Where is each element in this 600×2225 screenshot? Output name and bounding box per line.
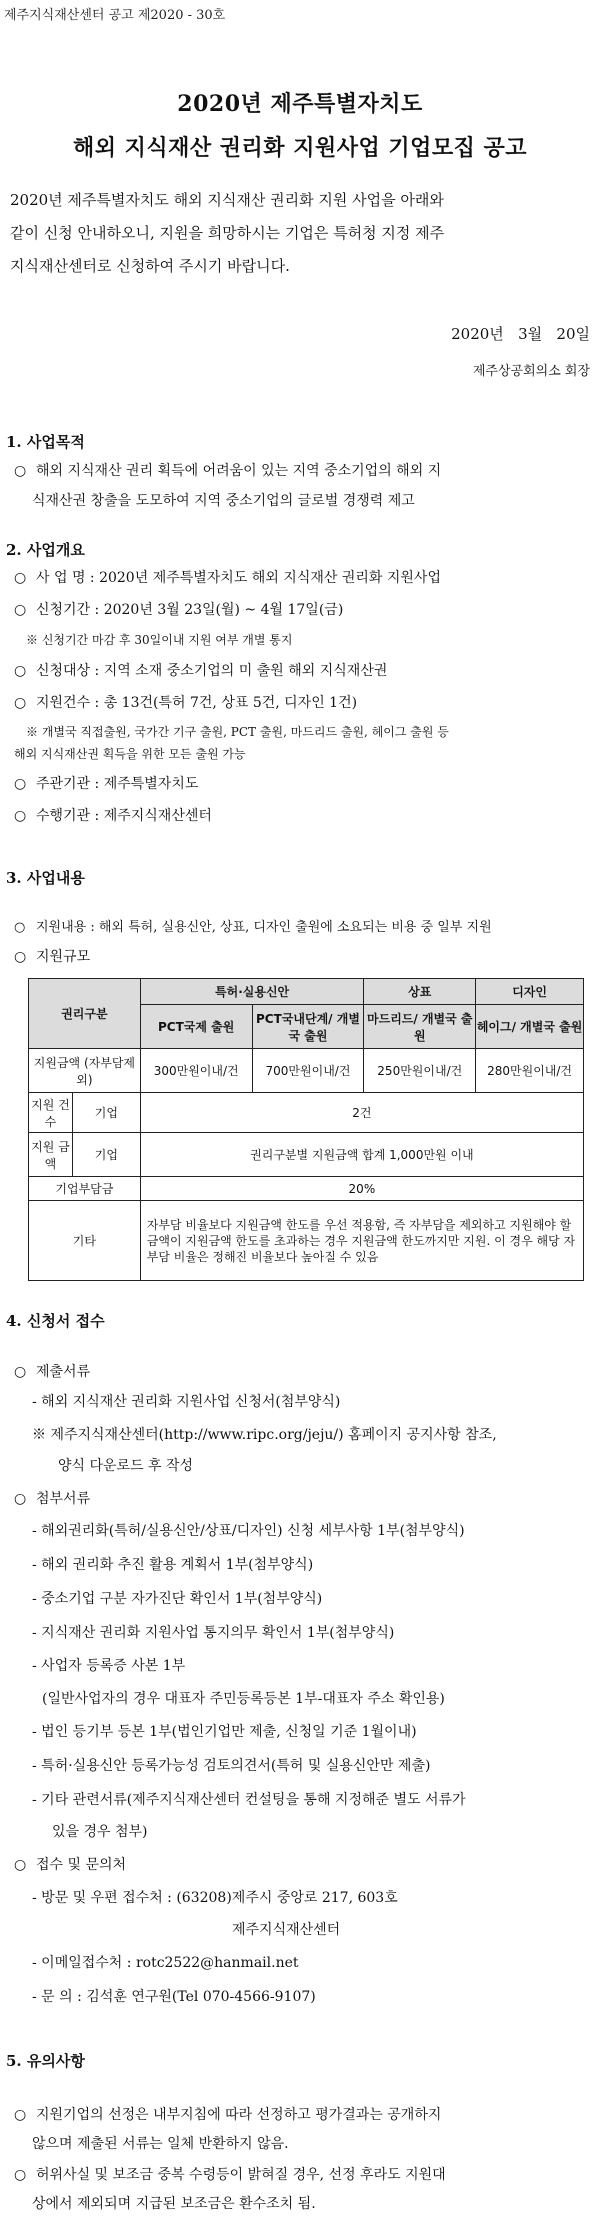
row-sublabel-count: 기업	[72, 1093, 140, 1133]
attach-title	[14, 1489, 590, 1509]
subheader-madrid: 마드리드/ 개별국 출원	[364, 1005, 476, 1049]
content-line	[14, 918, 590, 938]
issuer: 제주상공회의소 회장	[472, 364, 590, 379]
issue-date: 2020년 3월 20일	[451, 325, 590, 343]
header-rights-type: 권리구분	[29, 979, 141, 1049]
attach-item: - 특허·실용신안 등록가능성 검토의견서(특허 및 실용신안만 제출)	[32, 1758, 431, 1774]
bullet-circle: ○	[14, 663, 27, 679]
bullet-circle: ○	[14, 695, 27, 711]
bullet-circle: ○	[14, 1491, 27, 1507]
contact-address: - 방문 및 우편 접수처 : (63208)제주시 중앙로 217, 603호	[32, 1890, 398, 1906]
note-text: 지원기업의 선정은 내부지침에 따라 선정하고 평가결과는 공개하지	[36, 2107, 442, 2123]
row-label-money: 지원 금액	[29, 1133, 73, 1177]
bullet-circle: ○	[14, 1364, 27, 1380]
attach-item: - 지식재산 권리화 지원사업 통지의무 확인서 1부(첨부양식)	[32, 1625, 395, 1641]
contact-text: 접수 및 문의처	[36, 1857, 127, 1873]
purpose-line-1	[14, 461, 590, 481]
overview-text: 사 업 명 : 2020년 제주특별자치도 해외 지식재산 권리화 지원사업	[36, 570, 441, 586]
section-1-heading: 1. 사업목적	[6, 433, 85, 451]
cell-burden: 20%	[140, 1177, 583, 1201]
overview-text: 수행기관 : 제주지식재산센터	[36, 808, 212, 824]
purpose-text: 해외 지식재산 권리 획득에 어려움이 있는 지역 중소기업의 해외 지	[36, 463, 442, 479]
count-note-1: ※ 개별국 직접출원, 국가간 기구 출원, PCT 출원, 마드리드 출원, 헤이그 출원 등	[26, 725, 449, 739]
row-label-count: 지원 건수	[29, 1093, 73, 1133]
cell-amount-pct-national: 700만원이내/건	[252, 1049, 364, 1093]
announcement-serial: 제주지식재산센터 공고 제2020 - 30호	[4, 8, 226, 23]
cell-count: 2건	[140, 1093, 583, 1133]
header-design: 디자인	[476, 979, 584, 1005]
section-5-heading: 5. 유의사항	[6, 2052, 85, 2070]
bullet-circle: ○	[14, 570, 27, 586]
section-4-heading: 4. 신청서 접수	[6, 1312, 105, 1330]
overview-target	[14, 661, 590, 681]
contact-phone: - 문 의 : 김석훈 연구원(Tel 070-4566-9107)	[32, 1989, 316, 2005]
overview-text: 신청기간 : 2020년 3월 23일(월) ~ 4월 17일(금)	[36, 602, 344, 618]
contact-address-cont: 제주지식재산센터	[232, 1922, 341, 1938]
bullet-circle: ○	[14, 463, 27, 479]
doc-download-note: ※ 제주지식재산센터(http://www.ripc.org/jeju/) 홈페이지 공지사항 참조,	[32, 1427, 497, 1443]
section-3-heading: 3. 사업내용	[6, 869, 85, 887]
note-1-cont: 않으며 제출된 서류는 일체 반환하지 않음.	[32, 2136, 289, 2152]
scale-line	[14, 947, 590, 967]
contact-title	[14, 1855, 590, 1875]
overview-name	[14, 568, 590, 588]
support-scale-table	[28, 978, 584, 1281]
doc-application-form: - 해외 지식재산 권리화 지원사업 신청서(첨부양식)	[32, 1394, 341, 1410]
content-text: 지원내용 : 해외 특허, 실용신안, 상표, 디자인 출원에 소요되는 비용 중 일부 지원	[36, 920, 492, 935]
attach-item: - 기타 관련서류(제주지식재산센터 컨설팅을 통해 지정해준 별도 서류가	[32, 1792, 466, 1808]
bullet-circle: ○	[14, 602, 27, 618]
scale-text: 지원규모	[36, 949, 91, 965]
attach-item-note: (일반사업자의 경우 대표자 주민등록등본 1부-대표자 주소 확인용)	[42, 1691, 445, 1707]
count-note-2: 해외 지식재산권 획득을 위한 모든 출원 가능	[14, 747, 246, 761]
overview-text: 주관기관 : 제주특별자치도	[36, 776, 199, 792]
attach-item: - 중소기업 구분 자가진단 확인서 1부(첨부양식)	[32, 1591, 323, 1607]
header-patent: 특허·실용신안	[140, 979, 364, 1005]
row-label-amount: 지원금액 (자부담제외)	[29, 1049, 141, 1093]
intro-line: 지식재산센터로 신청하여 주시기 바랍니다.	[10, 257, 290, 275]
bullet-circle: ○	[14, 949, 27, 965]
intro-line: 2020년 제주특별자치도 해외 지식재산 권리화 지원 사업을 아래와	[10, 191, 444, 209]
overview-host	[14, 774, 590, 794]
contact-email: - 이메일접수처 : rotc2522@hanmail.net	[32, 1955, 299, 1971]
attach-text: 첨부서류	[36, 1491, 91, 1507]
overview-period	[14, 600, 590, 620]
cell-money: 권리구분별 지원금액 합계 1,000만원 이내	[140, 1133, 583, 1177]
attach-item: - 해외 권리화 추진 활용 계획서 1부(첨부양식)	[32, 1557, 314, 1573]
attach-item: - 법인 등기부 등본 1부(법인기업만 제출, 신청일 기준 1월이내)	[32, 1724, 417, 1740]
intro-paragraph	[10, 184, 590, 283]
note-2	[14, 2165, 590, 2185]
attach-item-cont: 있을 경우 첨부)	[52, 1824, 148, 1840]
doc-download-note-cont: 양식 다운로드 후 작성	[58, 1458, 194, 1474]
cell-amount-madrid: 250만원이내/건	[364, 1049, 476, 1093]
overview-operator	[14, 806, 590, 826]
attach-item: - 사업자 등록증 사본 1부	[32, 1658, 186, 1674]
title-line-2: 해외 지식재산 권리화 지원사업 기업모집 공고	[72, 135, 528, 161]
note-text: 허위사실 및 보조금 중복 수령등이 밝혀질 경우, 선정 후라도 지원대	[36, 2167, 446, 2183]
section-2-heading: 2. 사업개요	[6, 541, 85, 559]
bullet-circle: ○	[14, 2107, 27, 2123]
intro-line: 같이 신청 안내하오니, 지원을 희망하시는 기업은 특허청 지정 제주	[10, 224, 445, 242]
note-1	[14, 2105, 590, 2125]
subheader-pct-intl: PCT국제 출원	[140, 1005, 252, 1049]
row-label-burden: 기업부담금	[29, 1177, 141, 1201]
bullet-circle: ○	[14, 920, 26, 935]
purpose-line-2: 식재산권 창출을 도모하여 지역 중소기업의 글로벌 경쟁력 제고	[32, 493, 415, 509]
bullet-circle: ○	[14, 1857, 27, 1873]
row-sublabel-money: 기업	[72, 1133, 140, 1177]
bullet-circle: ○	[14, 808, 27, 824]
overview-count	[14, 693, 590, 713]
subheader-hague: 헤이그/ 개별국 출원	[476, 1005, 584, 1049]
row-label-etc: 기타	[29, 1201, 141, 1281]
header-trademark: 상표	[364, 979, 476, 1005]
period-note: ※ 신청기간 마감 후 30일이내 지원 여부 개별 통지	[26, 633, 293, 647]
document-title	[0, 82, 600, 170]
cell-amount-hague: 280만원이내/건	[476, 1049, 584, 1093]
title-line-1: 2020년 제주특별자치도	[177, 91, 423, 117]
docs-text: 제출서류	[36, 1364, 91, 1380]
cell-etc: 자부담 비율보다 지원금액 한도를 우선 적용함, 즉 자부담을 제외하고 지원해야 할 금액이 지원금액 한도를 초과하는 경우 지원금액 한도까지만 지원. 이 경우 해당 자부담 비율은 정해진 비율보다 높아질 수 있음	[140, 1201, 583, 1281]
docs-title	[14, 1362, 590, 1382]
subheader-pct-national: PCT국내단계/ 개별국 출원	[252, 1005, 364, 1049]
overview-text: 지원건수 : 총 13건(특허 7건, 상표 5건, 디자인 1건)	[36, 695, 358, 711]
bullet-circle: ○	[14, 776, 27, 792]
cell-amount-pct-intl: 300만원이내/건	[140, 1049, 252, 1093]
attach-item: - 해외권리화(특허/실용신안/상표/디자인) 신청 세부사항 1부(첨부양식)	[32, 1523, 465, 1539]
overview-text: 신청대상 : 지역 소재 중소기업의 미 출원 해외 지식재산권	[36, 663, 388, 679]
note-2-cont: 상에서 제외되며 지급된 보조금은 환수조치 됨.	[32, 2196, 316, 2212]
bullet-circle: ○	[14, 2167, 27, 2183]
